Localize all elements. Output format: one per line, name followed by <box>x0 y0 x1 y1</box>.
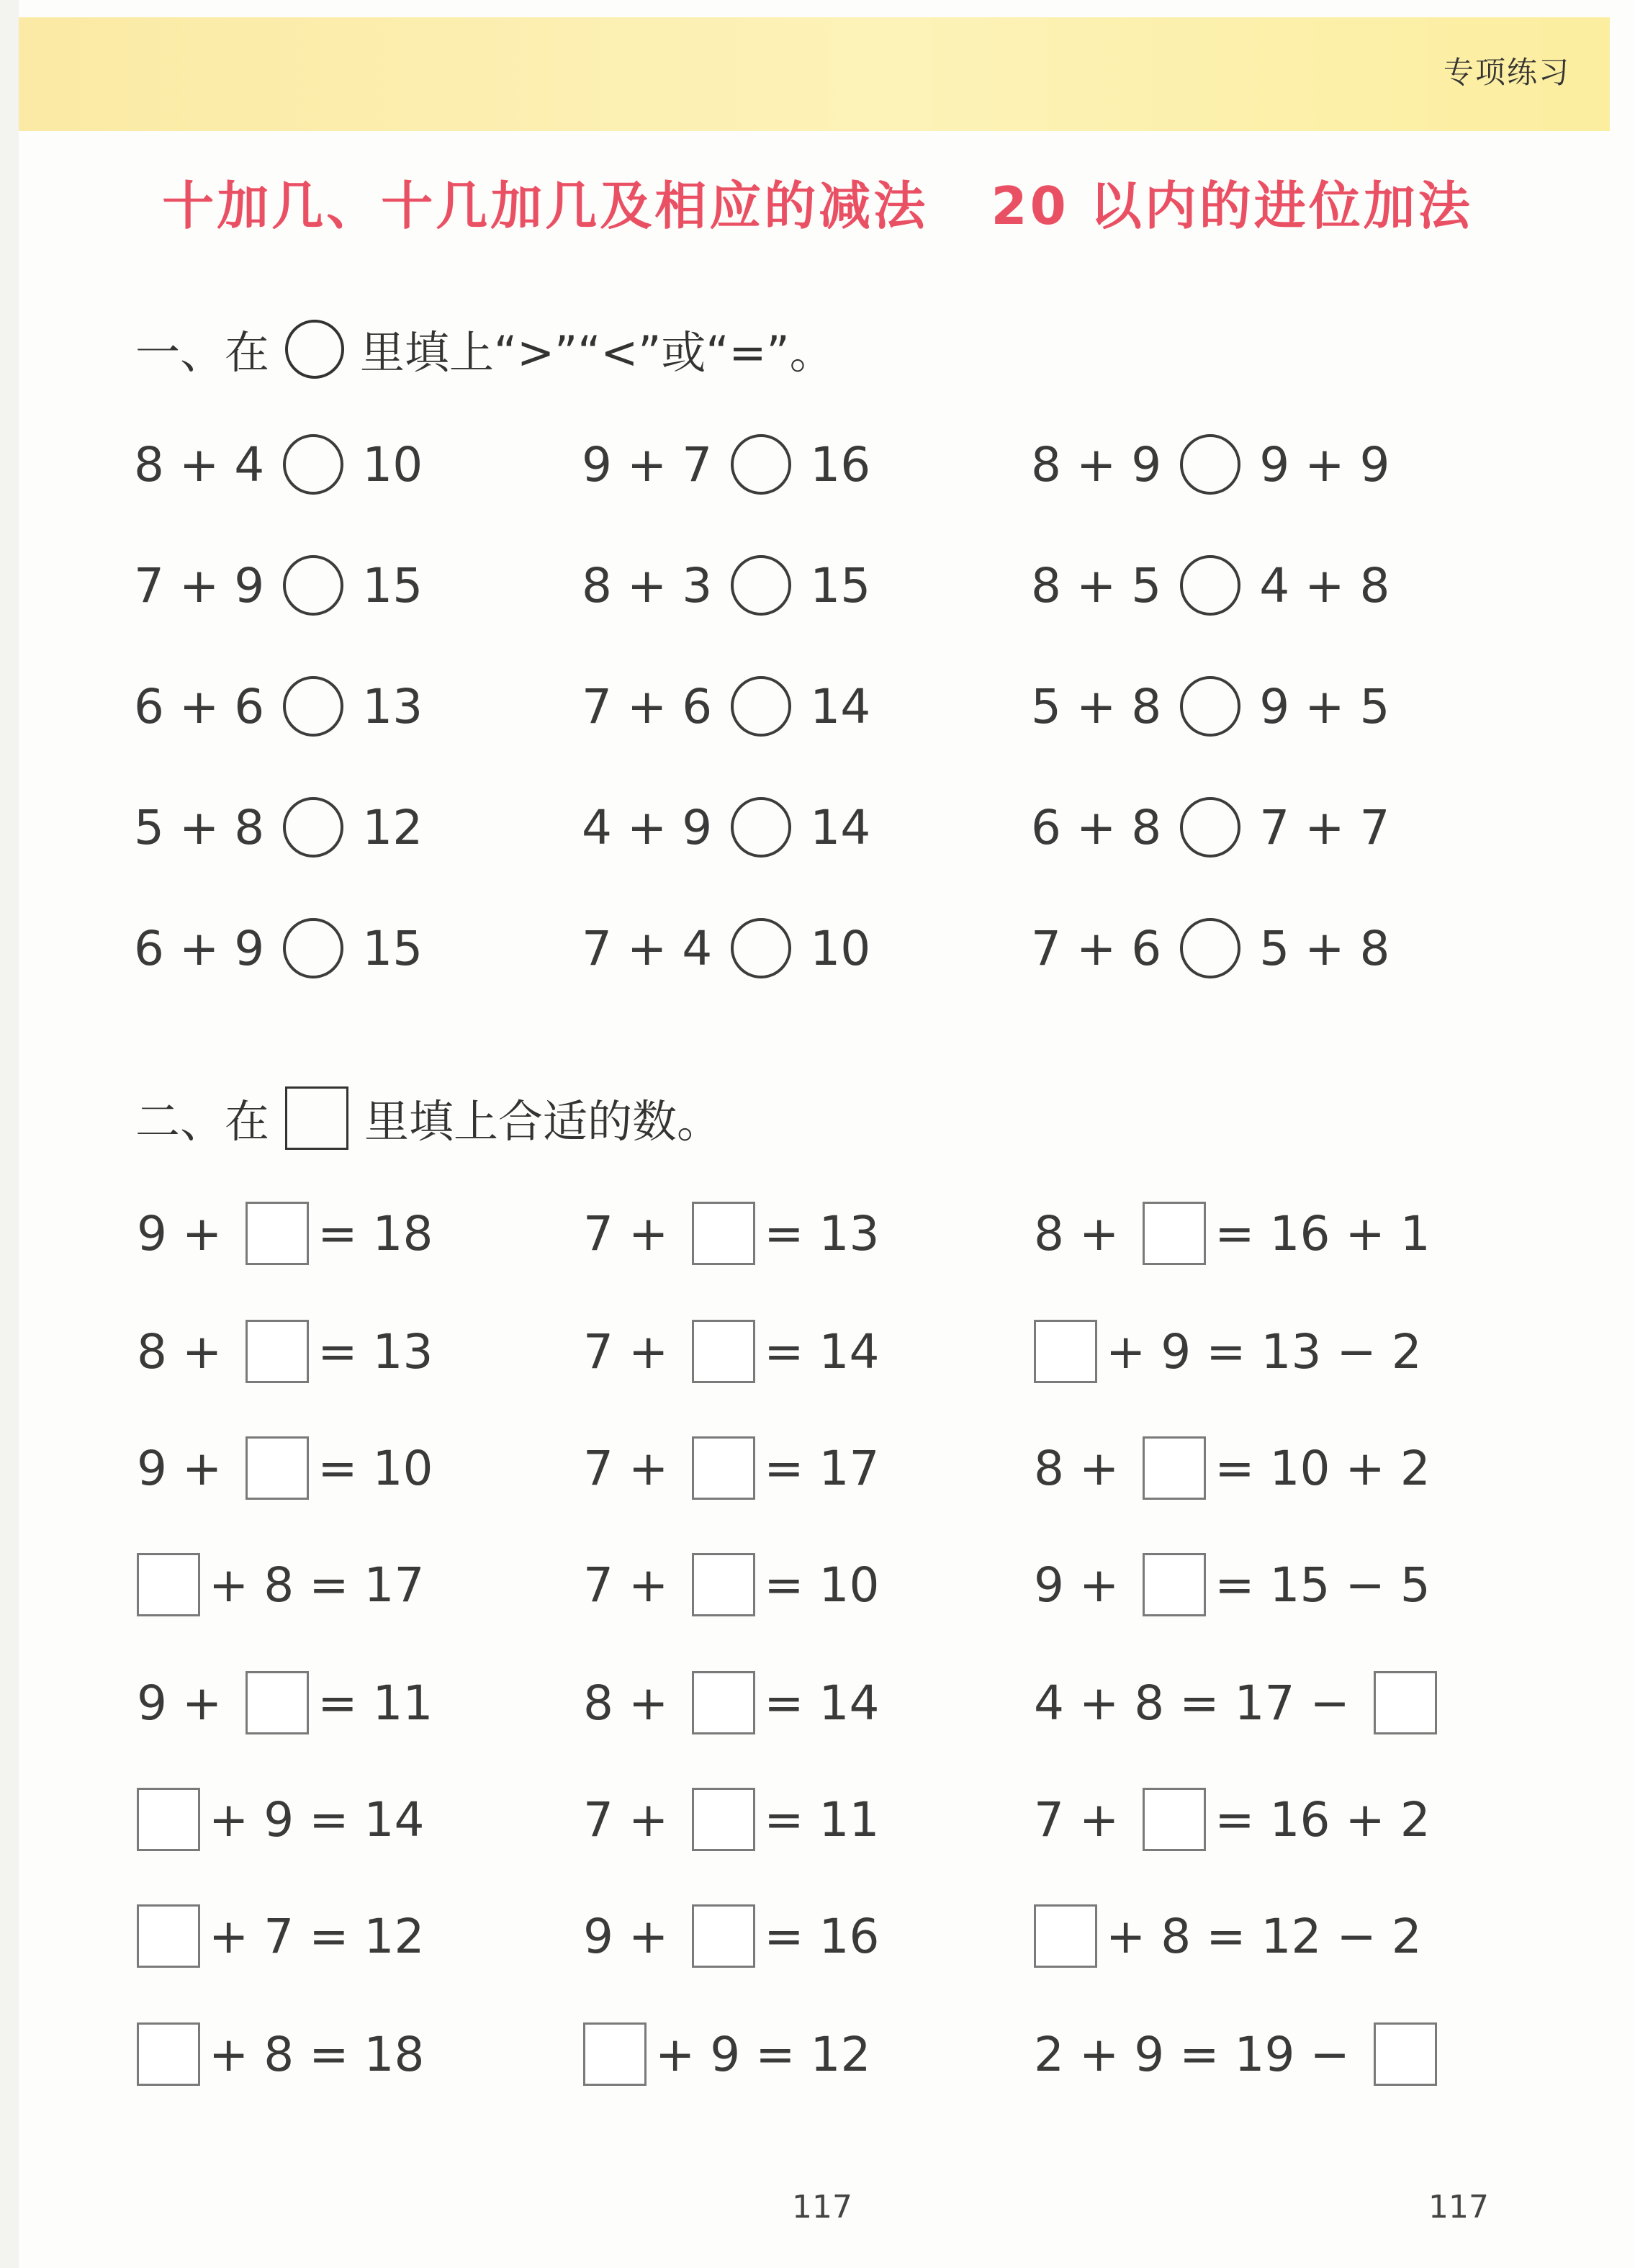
compare-right: 16 <box>810 436 871 492</box>
answer-box[interactable] <box>246 1202 309 1265</box>
compare-left: 8 + 3 <box>582 557 713 613</box>
fill-after: = 13 <box>764 1205 880 1261</box>
compare-left: 8 + 5 <box>1031 557 1162 613</box>
answer-circle[interactable] <box>1180 676 1240 737</box>
part2-heading <box>135 1086 721 1150</box>
compare-item <box>134 795 423 860</box>
answer-circle[interactable] <box>731 434 791 495</box>
compare-item <box>582 916 870 981</box>
answer-circle[interactable] <box>731 918 791 978</box>
compare-right: 15 <box>362 557 423 613</box>
fill-item <box>583 1436 880 1500</box>
fill-before: 8 + <box>1034 1440 1135 1496</box>
section-tag: 专项练习 <box>1443 55 1570 90</box>
fill-item <box>137 2022 425 2087</box>
answer-box[interactable] <box>246 1671 309 1734</box>
fill-after: + 8 = 12 − 2 <box>1106 1908 1422 1964</box>
fill-after: = 16 <box>764 1908 880 1964</box>
answer-box[interactable] <box>137 1904 200 1968</box>
fill-before: 7 + <box>583 1323 684 1380</box>
fill-after: = 17 <box>764 1440 880 1496</box>
fill-item <box>1034 1670 1446 1735</box>
fill-item <box>583 1319 880 1384</box>
answer-box[interactable] <box>692 1436 755 1500</box>
compare-right: 7 + 7 <box>1259 799 1390 855</box>
part2-prefix: 二、在 <box>135 1095 270 1148</box>
fill-after: = 11 <box>317 1675 433 1731</box>
answer-circle[interactable] <box>1180 555 1240 616</box>
fill-item <box>583 1552 880 1617</box>
compare-item <box>1031 674 1390 739</box>
answer-box[interactable] <box>583 2022 647 2086</box>
compare-left: 6 + 8 <box>1031 799 1162 855</box>
compare-right: 5 + 8 <box>1259 920 1390 976</box>
compare-left: 5 + 8 <box>1031 678 1162 734</box>
answer-box[interactable] <box>692 1320 755 1383</box>
answer-box[interactable] <box>1143 1436 1206 1500</box>
compare-item <box>1031 432 1390 497</box>
fill-before: 9 + <box>137 1205 238 1261</box>
fill-after: = 14 <box>764 1323 880 1380</box>
answer-box[interactable] <box>137 1553 200 1616</box>
compare-item <box>582 795 870 860</box>
compare-left: 8 + 4 <box>134 436 265 492</box>
fill-item <box>1034 1201 1431 1266</box>
part1-heading <box>135 317 834 381</box>
compare-left: 9 + 7 <box>582 436 713 492</box>
page-title: 十加几、十几加几及相应的减法 20 以内的进位加法 <box>162 176 1473 236</box>
compare-right: 9 + 9 <box>1259 436 1390 492</box>
fill-item <box>1034 1904 1422 1968</box>
fill-after: = 13 <box>317 1323 433 1380</box>
compare-left: 8 + 9 <box>1031 436 1162 492</box>
compare-right: 15 <box>810 557 871 613</box>
fill-item <box>583 1904 880 1968</box>
answer-box[interactable] <box>1374 2022 1437 2086</box>
fill-item <box>583 2022 871 2087</box>
compare-left: 6 + 6 <box>134 678 265 734</box>
fill-item <box>1034 1552 1431 1617</box>
answer-circle[interactable] <box>283 797 343 858</box>
fill-item <box>1034 1436 1431 1500</box>
fill-item <box>1034 1787 1431 1852</box>
fill-after: = 15 − 5 <box>1215 1557 1431 1613</box>
fill-after: = 18 <box>317 1205 433 1261</box>
fill-after: + 9 = 14 <box>209 1791 425 1848</box>
header-band <box>19 17 1610 131</box>
answer-box[interactable] <box>692 1553 755 1616</box>
fill-after: = 11 <box>764 1791 880 1848</box>
fill-item <box>137 1670 433 1735</box>
compare-right: 13 <box>362 678 423 734</box>
fill-item <box>583 1787 880 1852</box>
answer-box[interactable] <box>692 1788 755 1851</box>
fill-item <box>137 1787 425 1852</box>
answer-box[interactable] <box>246 1436 309 1500</box>
answer-box[interactable] <box>1034 1904 1097 1968</box>
compare-right: 15 <box>362 920 423 976</box>
fill-before: 7 + <box>583 1440 684 1496</box>
answer-circle[interactable] <box>1180 797 1240 858</box>
fill-item <box>137 1436 433 1500</box>
fill-after: = 10 <box>317 1440 433 1496</box>
fill-after: = 14 <box>764 1675 880 1731</box>
fill-after: + 9 = 12 <box>655 2026 871 2082</box>
fill-before: 7 + <box>1034 1791 1135 1848</box>
compare-left: 7 + 9 <box>134 557 265 613</box>
fill-item <box>137 1904 425 1968</box>
circle-icon <box>285 320 344 379</box>
compare-left: 7 + 4 <box>582 920 713 976</box>
answer-box[interactable] <box>137 1788 200 1851</box>
compare-right: 10 <box>362 436 423 492</box>
part2-suffix: 里填上合适的数。 <box>364 1095 722 1148</box>
compare-item <box>134 553 423 618</box>
part1-suffix: 里填上“>”“<”或“=”。 <box>360 326 834 379</box>
fill-item <box>137 1552 425 1617</box>
fill-after: = 16 + 1 <box>1215 1205 1431 1261</box>
fill-after: + 8 = 18 <box>209 2026 425 2082</box>
answer-circle[interactable] <box>283 555 343 616</box>
compare-right: 14 <box>810 799 871 855</box>
answer-circle[interactable] <box>1180 918 1240 978</box>
fill-item <box>137 1201 433 1266</box>
compare-left: 7 + 6 <box>582 678 713 734</box>
page-number-center: 117 <box>792 2189 852 2226</box>
page-edge <box>0 0 19 2268</box>
compare-item <box>134 674 423 739</box>
page-number-right: 117 <box>1428 2189 1489 2226</box>
fill-before: 9 + <box>137 1440 238 1496</box>
fill-before: 8 + <box>1034 1205 1135 1261</box>
fill-after: = 10 <box>764 1557 880 1613</box>
answer-box[interactable] <box>1143 1553 1206 1616</box>
answer-box[interactable] <box>137 2022 200 2086</box>
answer-box[interactable] <box>1034 1320 1097 1383</box>
compare-right: 4 + 8 <box>1259 557 1390 613</box>
answer-circle[interactable] <box>731 797 791 858</box>
fill-before: 7 + <box>583 1557 684 1613</box>
fill-before: 7 + <box>583 1205 684 1261</box>
fill-before: 9 + <box>1034 1557 1135 1613</box>
fill-item <box>583 1201 880 1266</box>
compare-right: 14 <box>810 678 871 734</box>
compare-item <box>1031 916 1390 981</box>
fill-before: 4 + 8 = 17 − <box>1034 1675 1365 1731</box>
compare-item <box>1031 553 1390 618</box>
compare-left: 4 + 9 <box>582 799 713 855</box>
answer-circle[interactable] <box>1180 434 1240 495</box>
compare-right: 10 <box>810 920 871 976</box>
compare-item <box>582 553 870 618</box>
part1-prefix: 一、在 <box>135 326 270 379</box>
answer-box[interactable] <box>692 1904 755 1968</box>
compare-item <box>134 432 423 497</box>
answer-box[interactable] <box>246 1320 309 1383</box>
answer-box[interactable] <box>1143 1788 1206 1851</box>
compare-item <box>582 432 870 497</box>
answer-box[interactable] <box>692 1202 755 1265</box>
fill-after: = 10 + 2 <box>1215 1440 1431 1496</box>
fill-before: 9 + <box>137 1675 238 1731</box>
answer-box[interactable] <box>1143 1202 1206 1265</box>
answer-circle[interactable] <box>283 434 343 495</box>
square-icon <box>285 1086 348 1150</box>
compare-right: 9 + 5 <box>1259 678 1390 734</box>
fill-item <box>583 1670 880 1735</box>
answer-box[interactable] <box>1374 1671 1437 1734</box>
fill-after: + 7 = 12 <box>209 1908 425 1964</box>
fill-item <box>1034 2022 1446 2087</box>
fill-before: 7 + <box>583 1791 684 1848</box>
answer-circle[interactable] <box>731 555 791 616</box>
fill-after: = 16 + 2 <box>1215 1791 1431 1848</box>
fill-before: 8 + <box>137 1323 238 1380</box>
answer-circle[interactable] <box>283 676 343 737</box>
fill-before: 9 + <box>583 1908 684 1964</box>
fill-before: 2 + 9 = 19 − <box>1034 2026 1365 2082</box>
answer-circle[interactable] <box>731 676 791 737</box>
compare-item <box>134 916 423 981</box>
compare-right: 12 <box>362 799 423 855</box>
fill-before: 8 + <box>583 1675 684 1731</box>
answer-circle[interactable] <box>283 918 343 978</box>
fill-after: + 9 = 13 − 2 <box>1106 1323 1422 1380</box>
compare-left: 7 + 6 <box>1031 920 1162 976</box>
compare-item <box>582 674 870 739</box>
fill-after: + 8 = 17 <box>209 1557 425 1613</box>
fill-item <box>1034 1319 1422 1384</box>
compare-left: 5 + 8 <box>134 799 265 855</box>
compare-item <box>1031 795 1390 860</box>
compare-left: 6 + 9 <box>134 920 265 976</box>
fill-item <box>137 1319 433 1384</box>
answer-box[interactable] <box>692 1671 755 1734</box>
